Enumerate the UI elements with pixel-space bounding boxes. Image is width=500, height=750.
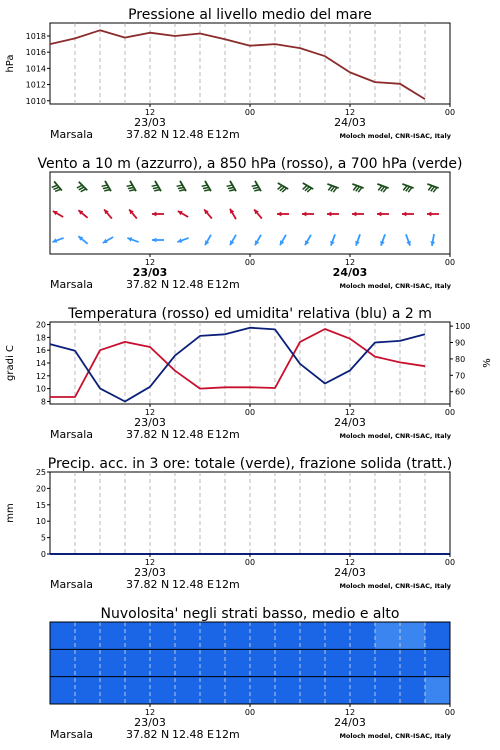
station-name: Marsala bbox=[50, 278, 94, 291]
cloud-cell bbox=[250, 677, 276, 704]
station-lat: 37.82 N bbox=[126, 578, 170, 591]
x-tick-label: 00 bbox=[244, 408, 256, 417]
wind-feather bbox=[254, 190, 260, 191]
y-tick-label: 10 bbox=[35, 384, 46, 394]
date-label: 23/03 bbox=[134, 566, 166, 579]
x-tick-label: 00 bbox=[444, 108, 456, 117]
wind-barb bbox=[327, 184, 338, 192]
x-tick-label: 00 bbox=[244, 258, 256, 267]
cloud-cell bbox=[75, 677, 101, 704]
wind-barb bbox=[278, 183, 289, 192]
panel-2 bbox=[37, 156, 462, 291]
wind-feather bbox=[153, 187, 159, 188]
panel-1 bbox=[5, 7, 455, 141]
cloud-cell bbox=[175, 677, 201, 704]
wind-feather bbox=[229, 190, 235, 191]
wind-feather bbox=[202, 185, 208, 186]
plot-frame bbox=[50, 322, 450, 404]
cloud-cell bbox=[325, 649, 351, 676]
wind-barb bbox=[402, 212, 414, 217]
cloud-cell bbox=[425, 622, 451, 649]
wind-feather bbox=[81, 189, 86, 192]
wind-arrowhead bbox=[152, 238, 156, 243]
chart-title: Vento a 10 m (azzurro), a 850 hPa (rosso), a 700 hPa (verde) bbox=[37, 156, 463, 172]
cloud-cell bbox=[50, 622, 76, 649]
wind-arrowhead bbox=[327, 212, 331, 217]
cloud-cell bbox=[275, 677, 301, 704]
y-axis-label: mm bbox=[5, 503, 16, 523]
wind-feather bbox=[179, 190, 185, 191]
x-tick-label: 12 bbox=[144, 258, 156, 267]
wind-feather bbox=[128, 187, 134, 188]
wind-feather bbox=[203, 187, 209, 188]
y-tick-label: 1012 bbox=[25, 80, 46, 90]
wind-barb bbox=[277, 212, 289, 217]
cloud-cell bbox=[75, 649, 101, 676]
wind-barb bbox=[152, 238, 164, 243]
wind-barb bbox=[102, 181, 111, 191]
cloud-cell bbox=[300, 677, 326, 704]
wind-barb bbox=[177, 181, 186, 191]
wind-barb bbox=[380, 234, 385, 245]
cloud-cell bbox=[425, 677, 451, 704]
model-credit: Moloch model, CNR-ISAC, Italy bbox=[339, 282, 451, 290]
x-tick-label: 12 bbox=[144, 708, 156, 717]
temperature-line bbox=[50, 329, 425, 397]
wind-barb bbox=[330, 234, 335, 245]
panel-5 bbox=[50, 606, 455, 741]
y-tick-label: 25 bbox=[35, 468, 46, 477]
y-tick-label: 1010 bbox=[25, 96, 46, 106]
wind-feather bbox=[154, 190, 160, 191]
cloud-cell bbox=[400, 622, 426, 649]
humidity-line bbox=[50, 328, 425, 402]
station-lat: 37.82 N bbox=[126, 128, 170, 141]
x-tick-label: 12 bbox=[144, 108, 156, 117]
wind-barb bbox=[129, 209, 137, 218]
cloud-cell bbox=[375, 622, 401, 649]
cloud-cell bbox=[400, 677, 426, 704]
x-tick-label: 12 bbox=[144, 558, 156, 567]
wind-barb bbox=[377, 184, 388, 192]
y-tick-label: 1014 bbox=[25, 64, 46, 74]
x-tick-label: 12 bbox=[344, 558, 356, 567]
wind-feather bbox=[127, 185, 133, 186]
wind-feather bbox=[228, 187, 234, 188]
plot-frame bbox=[50, 172, 450, 254]
wind-barb bbox=[104, 209, 112, 218]
pressure-line bbox=[50, 30, 425, 99]
y2-tick-label: 90 bbox=[455, 338, 466, 348]
wind-barb bbox=[302, 212, 314, 217]
cloud-cell bbox=[200, 649, 226, 676]
model-credit: Moloch model, CNR-ISAC, Italy bbox=[339, 432, 451, 440]
cloud-cell bbox=[325, 622, 351, 649]
model-credit: Moloch model, CNR-ISAC, Italy bbox=[339, 582, 451, 590]
cloud-cell bbox=[225, 622, 251, 649]
y-tick-label: 0 bbox=[40, 550, 46, 559]
date-label: 23/03 bbox=[132, 266, 168, 279]
wind-arrowhead bbox=[377, 212, 381, 217]
wind-feather bbox=[129, 190, 135, 191]
wind-barb bbox=[52, 238, 63, 243]
wind-barb bbox=[280, 235, 286, 245]
panel-4 bbox=[5, 456, 455, 591]
cloud-cell bbox=[75, 622, 101, 649]
wind-barb bbox=[352, 184, 363, 192]
wind-feather bbox=[253, 187, 259, 188]
cloud-cell bbox=[300, 649, 326, 676]
chart-title: Precip. acc. in 3 ore: totale (verde), frazione solida (tratt.) bbox=[47, 456, 453, 472]
wind-barb bbox=[355, 234, 360, 245]
cloud-cell bbox=[100, 622, 126, 649]
wind-barb bbox=[327, 212, 339, 217]
cloud-cell bbox=[400, 649, 426, 676]
y2-tick-label: 80 bbox=[455, 354, 466, 364]
wind-barb bbox=[178, 211, 188, 217]
x-tick-label: 00 bbox=[444, 258, 456, 267]
wind-feather bbox=[177, 185, 183, 186]
y2-tick-label: 70 bbox=[455, 371, 466, 381]
cloud-cell bbox=[375, 649, 401, 676]
cloud-cell bbox=[200, 677, 226, 704]
wind-barb bbox=[430, 234, 435, 246]
wind-barb bbox=[427, 212, 439, 217]
wind-barb bbox=[78, 210, 87, 218]
y-tick-label: 10 bbox=[35, 517, 46, 527]
wind-feather bbox=[79, 187, 84, 190]
wind-barb bbox=[230, 235, 236, 245]
cloud-cell bbox=[125, 677, 151, 704]
wind-feather bbox=[178, 187, 184, 188]
y-axis-label: hPa bbox=[5, 54, 16, 73]
wind-barb bbox=[402, 184, 413, 192]
station-lat: 37.82 N bbox=[126, 428, 170, 441]
wind-barb bbox=[103, 237, 113, 243]
wind-barb bbox=[255, 235, 261, 245]
chart-title: Pressione al livello medio del mare bbox=[128, 7, 372, 23]
wind-barb bbox=[303, 183, 314, 192]
wind-barb bbox=[205, 235, 211, 245]
wind-feather bbox=[204, 190, 210, 191]
station-name: Marsala bbox=[50, 578, 94, 591]
wind-barb bbox=[427, 184, 438, 192]
cloud-cell bbox=[200, 622, 226, 649]
wind-barb bbox=[77, 182, 87, 192]
wind-arrowhead bbox=[352, 212, 356, 217]
wind-barb bbox=[53, 211, 63, 217]
cloud-cell bbox=[250, 622, 276, 649]
wind-feather bbox=[52, 185, 58, 187]
station-lat: 37.82 N bbox=[126, 278, 170, 291]
wind-feather bbox=[77, 185, 82, 188]
wind-barb bbox=[254, 209, 262, 218]
date-label: 24/03 bbox=[334, 716, 366, 729]
wind-feather bbox=[102, 185, 108, 186]
cloud-cell bbox=[425, 649, 451, 676]
y-tick-label: 12 bbox=[35, 371, 46, 381]
station-lon: 12.48 E bbox=[172, 428, 214, 441]
date-label: 23/03 bbox=[134, 416, 166, 429]
station-lon: 12.48 E bbox=[172, 278, 214, 291]
x-tick-label: 12 bbox=[344, 408, 356, 417]
station-elevation: 12m bbox=[215, 728, 240, 741]
wind-arrowhead bbox=[152, 212, 156, 217]
y-tick-label: 14 bbox=[35, 359, 46, 368]
date-label: 24/03 bbox=[334, 566, 366, 579]
wind-barb bbox=[127, 181, 136, 191]
date-label: 23/03 bbox=[134, 116, 166, 129]
station-lon: 12.48 E bbox=[172, 128, 214, 141]
date-label: 24/03 bbox=[332, 266, 368, 279]
x-tick-label: 00 bbox=[444, 408, 456, 417]
station-name: Marsala bbox=[50, 728, 94, 741]
station-elevation: 12m bbox=[215, 428, 240, 441]
y2-axis-label: % bbox=[482, 358, 493, 368]
cloud-cell bbox=[125, 622, 151, 649]
x-tick-label: 12 bbox=[344, 108, 356, 117]
y2-tick-label: 100 bbox=[455, 322, 471, 332]
y-axis-label: gradi C bbox=[5, 345, 16, 381]
cloud-cell bbox=[150, 622, 176, 649]
station-elevation: 12m bbox=[215, 578, 240, 591]
cloud-cell bbox=[175, 649, 201, 676]
wind-barb bbox=[230, 209, 236, 219]
wind-feather bbox=[55, 189, 61, 191]
model-credit: Moloch model, CNR-ISAC, Italy bbox=[339, 732, 451, 740]
cloud-cell bbox=[275, 622, 301, 649]
y-tick-label: 20 bbox=[35, 484, 46, 494]
cloud-cell bbox=[150, 677, 176, 704]
wind-barb bbox=[305, 235, 311, 245]
date-label: 24/03 bbox=[334, 416, 366, 429]
y2-tick-label: 60 bbox=[455, 387, 466, 397]
cloud-cell bbox=[375, 677, 401, 704]
date-label: 23/03 bbox=[134, 716, 166, 729]
wind-feather bbox=[152, 185, 158, 186]
station-lon: 12.48 E bbox=[172, 578, 214, 591]
cloud-cell bbox=[325, 677, 351, 704]
model-credit: Moloch model, CNR-ISAC, Italy bbox=[339, 132, 451, 140]
wind-barb bbox=[152, 212, 164, 217]
cloud-cell bbox=[150, 649, 176, 676]
wind-arrowhead bbox=[302, 212, 306, 217]
wind-arrowhead bbox=[427, 212, 431, 217]
wind-barb bbox=[202, 181, 211, 191]
cloud-cell bbox=[225, 677, 251, 704]
y-tick-label: 18 bbox=[35, 333, 46, 343]
chart-title: Nuvolosita' negli strati basso, medio e alto bbox=[100, 606, 400, 622]
cloud-cell bbox=[300, 622, 326, 649]
y-tick-label: 20 bbox=[35, 320, 46, 330]
wind-arrowhead bbox=[277, 212, 281, 217]
x-tick-label: 00 bbox=[244, 558, 256, 567]
x-tick-label: 00 bbox=[444, 708, 456, 717]
station-name: Marsala bbox=[50, 428, 94, 441]
panel-3 bbox=[5, 306, 493, 441]
x-tick-label: 00 bbox=[444, 558, 456, 567]
plot-frame bbox=[50, 472, 450, 554]
wind-barb bbox=[204, 209, 212, 218]
station-elevation: 12m bbox=[215, 128, 240, 141]
cloud-cell bbox=[350, 622, 376, 649]
cloud-cell bbox=[275, 649, 301, 676]
y-tick-label: 5 bbox=[40, 533, 46, 543]
wind-feather bbox=[227, 185, 233, 186]
cloud-cell bbox=[125, 649, 151, 676]
station-lat: 37.82 N bbox=[126, 728, 170, 741]
cloud-cell bbox=[50, 677, 76, 704]
y-tick-label: 1016 bbox=[25, 48, 46, 58]
cloud-cell bbox=[50, 649, 76, 676]
wind-barb bbox=[227, 181, 236, 191]
wind-barb bbox=[52, 181, 62, 191]
wind-barb bbox=[78, 236, 87, 244]
x-tick-label: 00 bbox=[244, 108, 256, 117]
x-tick-label: 12 bbox=[344, 708, 356, 717]
wind-barb bbox=[152, 181, 161, 191]
wind-barb bbox=[177, 238, 188, 243]
station-lon: 12.48 E bbox=[172, 728, 214, 741]
station-name: Marsala bbox=[50, 128, 94, 141]
date-label: 24/03 bbox=[334, 116, 366, 129]
wind-feather bbox=[252, 185, 258, 186]
cloud-cell bbox=[225, 649, 251, 676]
cloud-cell bbox=[100, 649, 126, 676]
x-tick-label: 12 bbox=[144, 408, 156, 417]
y-tick-label: 16 bbox=[35, 346, 46, 356]
wind-feather bbox=[53, 187, 59, 189]
y-tick-label: 1018 bbox=[25, 31, 46, 41]
x-tick-label: 00 bbox=[244, 708, 256, 717]
cloud-cell bbox=[350, 677, 376, 704]
wind-barb bbox=[352, 212, 364, 217]
cloud-cell bbox=[100, 677, 126, 704]
cloud-cell bbox=[175, 622, 201, 649]
wind-arrowhead bbox=[402, 212, 406, 217]
y-tick-label: 8 bbox=[40, 397, 46, 407]
plot-frame bbox=[50, 23, 450, 104]
wind-barb bbox=[252, 181, 261, 191]
wind-feather bbox=[104, 190, 110, 191]
wind-feather bbox=[103, 187, 109, 188]
cloud-cell bbox=[350, 649, 376, 676]
station-elevation: 12m bbox=[215, 278, 240, 291]
chart-title: Temperatura (rosso) ed umidita' relativa (blu) a 2 m bbox=[68, 306, 432, 322]
wind-barb bbox=[377, 212, 389, 217]
wind-barb bbox=[406, 234, 411, 245]
x-tick-label: 12 bbox=[344, 258, 356, 267]
cloud-cell bbox=[250, 649, 276, 676]
wind-barb bbox=[127, 237, 138, 242]
y-tick-label: 15 bbox=[35, 500, 46, 510]
